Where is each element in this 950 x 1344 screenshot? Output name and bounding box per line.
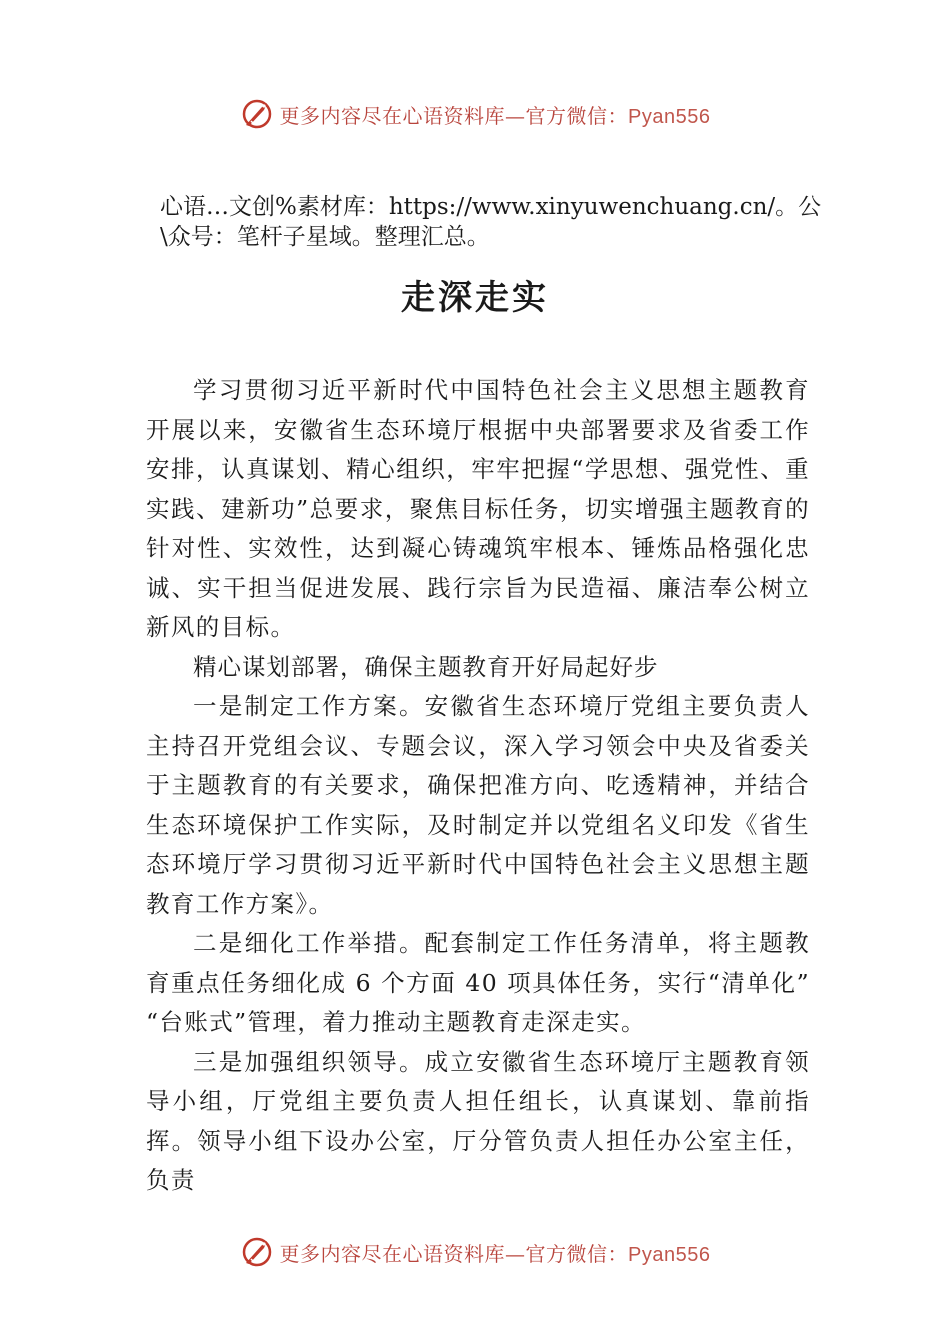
document-body bbox=[146, 371, 810, 1201]
header-banner bbox=[0, 94, 950, 134]
section-heading: 精心谋划部署，确保主题教育开好局起好步 bbox=[193, 652, 659, 681]
body-paragraph-point-2: 二是细化工作举措。配套制定工作任务清单，将主题教育重点任务细化成 6 个方面 40 项具体任务，实行“清单化” “台账式”管理，着力推动主题教育走深走实。 bbox=[146, 929, 810, 1036]
footer-banner-text bbox=[280, 1238, 711, 1267]
header-banner-text bbox=[280, 100, 711, 129]
header-wechat-id: Pyan556 bbox=[628, 105, 711, 128]
header-banner-label: 更多内容尽在心语资料库—官方微信： bbox=[279, 103, 629, 128]
body-paragraph-point-1: 一是制定工作方案。安徽省生态环境厅党组主要负责人主持召开党组会议、专题会议，深入学习领会中央及省委关于主题教育的有关要求，确保把准方向、吃透精神，并结合生态环境保护工作实际，及时制定并以党组名义印发《省生态环境厅学习贯彻习近平新时代中国特色社会主义思想主题教育工作方案》。 bbox=[146, 692, 810, 918]
body-paragraph-point-3: 三是加强组织领导。成立安徽省生态环境厅主题教育领导小组，厅党组主要负责人担任组长，认真谋划、靠前指挥。领导小组下设办公室，厅分管负责人担任办公室主任，负责 bbox=[146, 1047, 810, 1194]
footer-banner-label: 更多内容尽在心语资料库—官方微信： bbox=[279, 1241, 629, 1266]
footer-banner bbox=[0, 1232, 950, 1272]
body-paragraph-intro: 学习贯彻习近平新时代中国特色社会主义思想主题教育开展以来，安徽省生态环境厅根据中央部署要求及省委工作安排，认真谋划、精心组织，牢牢把握“学思想、强党性、重实践、建新功”总要求，聚焦目标任务，切实增强主题教育的针对性、实效性，达到凝心铸魂筑牢根本、锤炼品格强化忠诚、实干担当促进发展、践行宗旨为民造福、廉洁奉公树立新风的目标。 bbox=[146, 376, 810, 641]
pen-nib-logo-icon bbox=[240, 97, 274, 131]
page-title: 走深走实 bbox=[401, 278, 549, 318]
footer-wechat-id: Pyan556 bbox=[628, 1243, 711, 1266]
pen-nib-logo-icon bbox=[240, 1235, 274, 1269]
source-line: 心语…文创%素材库：https://www.xinyuwenchuang.cn/。公\众号：笔杆子星域。整理汇总。 bbox=[160, 194, 822, 250]
